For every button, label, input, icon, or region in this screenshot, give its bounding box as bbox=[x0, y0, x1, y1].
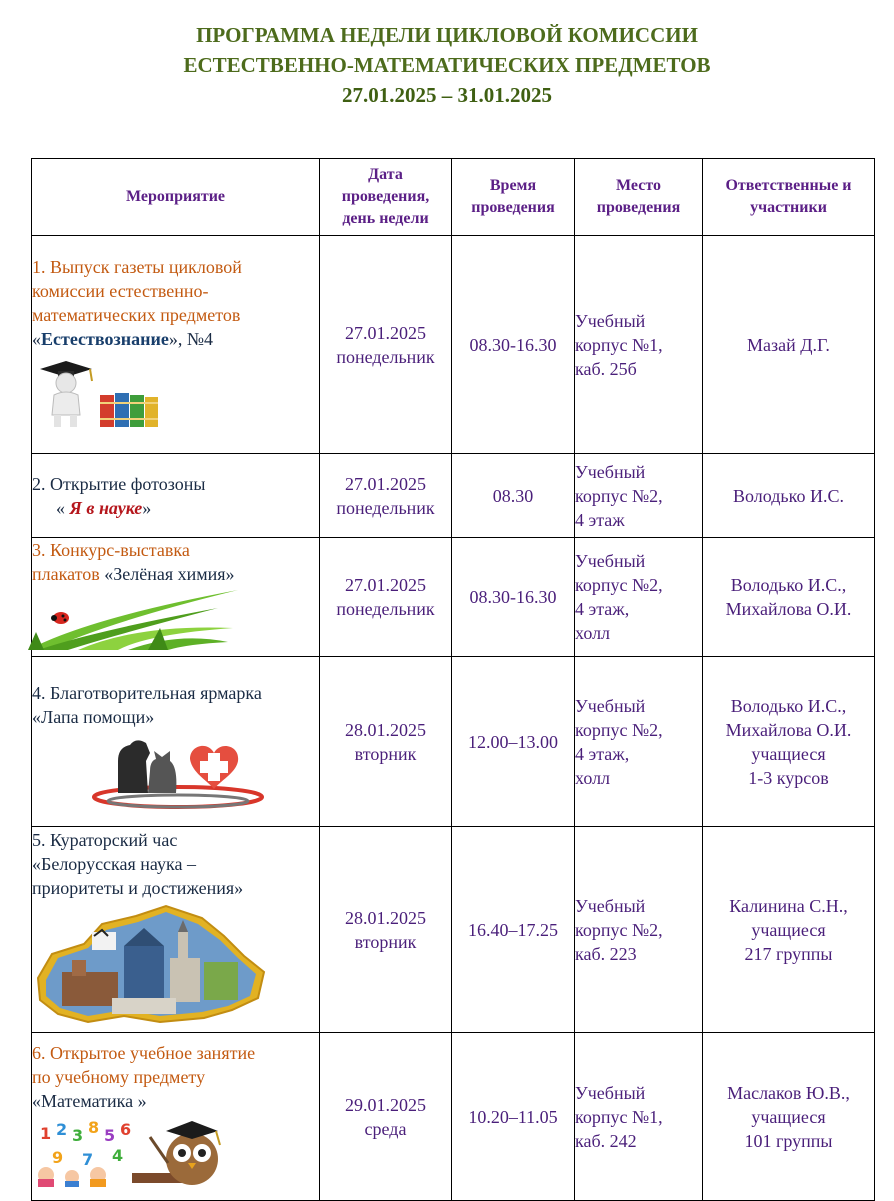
event-text: 6. Открытое учебное занятие по учебному предмету «Математика » bbox=[32, 1042, 256, 1111]
event-text: 1. Выпуск газеты цикловой комиссии естественно- математических предметов «Естествознание», №4 bbox=[32, 256, 242, 349]
place-cell: Учебный корпус №2, 4 этаж, холл bbox=[575, 538, 703, 657]
time-cell: 08.30 bbox=[452, 454, 575, 538]
svg-text:4: 4 bbox=[112, 1145, 124, 1165]
responsible-cell: Мазай Д.Г. bbox=[703, 236, 875, 454]
table-row bbox=[32, 538, 875, 657]
event-text: 2. Открытие фотозоны « Я в науке» bbox=[32, 473, 206, 518]
program-table bbox=[31, 158, 875, 1201]
date-cell: 27.01.2025 понедельник bbox=[320, 538, 452, 657]
document-title bbox=[0, 20, 894, 110]
belarus-map-collage-illustration bbox=[32, 902, 272, 1026]
time-cell: 16.40–17.25 bbox=[452, 827, 575, 1033]
grass-with-ladybug-illustration bbox=[28, 588, 238, 650]
time-cell: 08.30-16.30 bbox=[452, 538, 575, 657]
header-event: Мероприятие bbox=[32, 159, 320, 236]
event-cell bbox=[32, 827, 320, 1033]
svg-text:1: 1 bbox=[40, 1123, 52, 1143]
svg-text:3: 3 bbox=[72, 1125, 84, 1145]
table-row bbox=[32, 454, 875, 538]
date-cell: 29.01.2025 среда bbox=[320, 1033, 452, 1201]
header-date: Дата проведения, день недели bbox=[320, 159, 452, 236]
date-cell: 28.01.2025 вторник bbox=[320, 827, 452, 1033]
event-cell bbox=[32, 538, 320, 657]
responsible-cell: Володько И.С., Михайлова О.И. учащиеся 1-3 курсов bbox=[703, 657, 875, 827]
table-row bbox=[32, 657, 875, 827]
time-cell: 12.00–13.00 bbox=[452, 657, 575, 827]
header-place: Место проведения bbox=[575, 159, 703, 236]
table-row bbox=[32, 1033, 875, 1201]
event-cell bbox=[32, 454, 320, 538]
svg-text:6: 6 bbox=[120, 1119, 132, 1139]
time-cell: 08.30-16.30 bbox=[452, 236, 575, 454]
responsible-cell: Володько И.С., Михайлова О.И. bbox=[703, 538, 875, 657]
title-line-1: ПРОГРАММА НЕДЕЛИ ЦИКЛОВОЙ КОМИССИИ bbox=[196, 23, 698, 47]
place-cell: Учебный корпус №1, каб. 242 bbox=[575, 1033, 703, 1201]
event-cell bbox=[32, 1033, 320, 1201]
date-cell: 28.01.2025 вторник bbox=[320, 657, 452, 827]
svg-text:7: 7 bbox=[82, 1149, 94, 1169]
header-time: Время проведения bbox=[452, 159, 575, 236]
event-text: 4. Благотворительная ярмарка «Лапа помощи» bbox=[32, 682, 262, 727]
graduate-figure-with-books-illustration bbox=[32, 357, 162, 429]
table-row bbox=[32, 236, 875, 454]
date-cell: 27.01.2025 понедельник bbox=[320, 454, 452, 538]
owl-teacher-with-numbers-illustration bbox=[32, 1117, 232, 1187]
header-responsible: Ответственные и участники bbox=[703, 159, 875, 236]
table-header-row bbox=[32, 159, 875, 236]
table-row bbox=[32, 827, 875, 1033]
time-cell: 10.20–11.05 bbox=[452, 1033, 575, 1201]
place-cell: Учебный корпус №2, 4 этаж, холл bbox=[575, 657, 703, 827]
responsible-cell: Володько И.С. bbox=[703, 454, 875, 538]
place-cell: Учебный корпус №1, каб. 25б bbox=[575, 236, 703, 454]
place-cell: Учебный корпус №2, каб. 223 bbox=[575, 827, 703, 1033]
date-cell: 27.01.2025 понедельник bbox=[320, 236, 452, 454]
event-cell bbox=[32, 657, 320, 827]
event-text: 3. Конкурс-выставка плакатов «Зелёная химия» bbox=[32, 540, 235, 584]
responsible-cell: Калинина С.Н., учащиеся 217 группы bbox=[703, 827, 875, 1033]
responsible-cell: Маслаков Ю.В., учащиеся 101 группы bbox=[703, 1033, 875, 1201]
svg-text:2: 2 bbox=[56, 1119, 68, 1139]
title-line-2: ЕСТЕСТВЕННО-МАТЕМАТИЧЕСКИХ ПРЕДМЕТОВ bbox=[183, 53, 711, 77]
event-cell bbox=[32, 236, 320, 454]
svg-text:8: 8 bbox=[88, 1117, 100, 1137]
svg-text:5: 5 bbox=[104, 1125, 116, 1145]
svg-text:9: 9 bbox=[52, 1147, 64, 1167]
place-cell: Учебный корпус №2, 4 этаж bbox=[575, 454, 703, 538]
title-dates: 27.01.2025 – 31.01.2025 bbox=[342, 83, 552, 107]
event-text: 5. Кураторский час «Белорусская наука – приоритеты и достижения» bbox=[32, 829, 244, 898]
dog-cat-heart-illustration bbox=[90, 731, 280, 815]
